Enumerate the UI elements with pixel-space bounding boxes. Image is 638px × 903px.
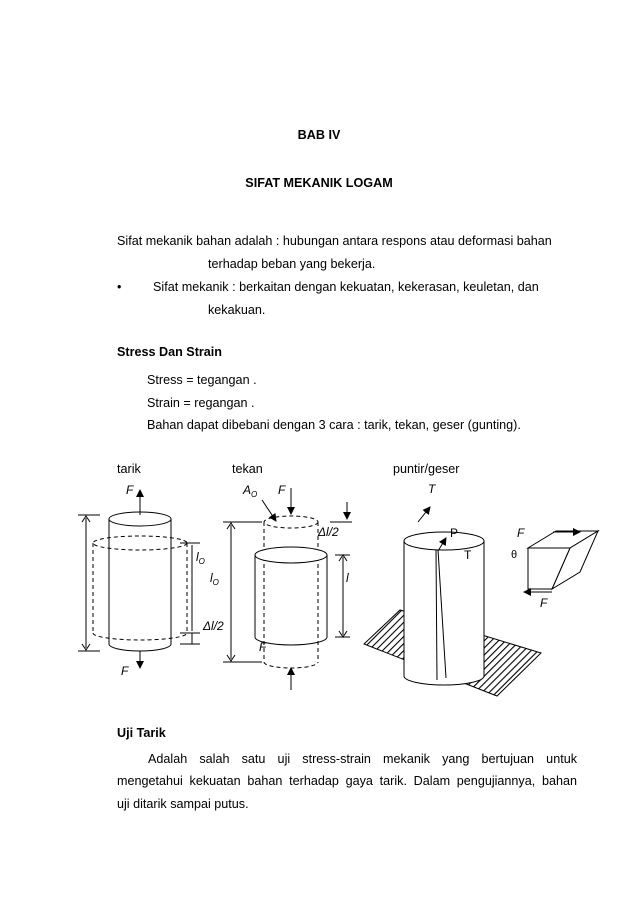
compression-force-bottom-label: F: [259, 640, 267, 654]
caption-compression: tekan: [232, 462, 263, 476]
compression-force-top-label: F: [278, 483, 286, 497]
compression-l0-label: $l_O$: [210, 571, 219, 587]
loading-methods-line: Bahan dapat dibebani dengan 3 cara : tarik, tekan, geser (gunting).: [147, 418, 521, 432]
section-heading-tensile-test: Uji Tarik: [117, 726, 166, 740]
tension-l0-label: $l_O$: [196, 550, 205, 566]
chapter-title: BAB IV: [297, 128, 341, 142]
bullet-line-1: Sifat mekanik : berkaitan dengan kekuatan, kekerasan, keuletan, dan: [153, 280, 539, 294]
bullet-icon: •: [117, 280, 122, 294]
strain-line: Strain = regangan .: [147, 396, 255, 410]
shear-block: [524, 531, 598, 592]
intro-line-1: Sifat mekanik bahan adalah : hubungan antara respons atau deformasi bahan: [117, 234, 552, 248]
compression-area-label: $A_O$: [243, 483, 258, 499]
tension-specimen: [78, 490, 200, 668]
shear-force-top-label: F: [517, 526, 525, 540]
caption-torsion: puntir/geser: [393, 462, 460, 476]
shear-force-bottom-label: F: [540, 596, 548, 610]
torsion-torque-top-label: T: [428, 482, 436, 496]
tension-force-bottom-label: F: [121, 664, 129, 678]
bullet-line-2: kekakuan.: [208, 303, 266, 317]
tensile-paragraph-line-2: mengetahui kekuatan bahan terhadap gaya tarik. Dalam pengujiannya, bahan: [117, 774, 577, 788]
loading-modes-figure: [0, 470, 638, 700]
tension-delta-label: Δl/2: [203, 619, 224, 633]
shear-angle-label: θ: [511, 549, 518, 561]
tensile-paragraph-line-3: uji ditarik sampai putus.: [117, 797, 249, 811]
compression-delta-label: Δl/2: [318, 525, 339, 539]
caption-tension: tarik: [117, 462, 141, 476]
compression-l-label: l: [346, 571, 349, 585]
page-title: SIFAT MEKANIK LOGAM: [245, 176, 393, 190]
torsion-p-label: P: [450, 526, 459, 540]
tensile-paragraph-line-1: Adalah salah satu uji stress-strain mekanik yang bertujuan untuk: [148, 752, 577, 766]
torsion-t-label: T: [464, 548, 472, 562]
compression-specimen: [223, 488, 352, 690]
intro-line-2: terhadap beban yang bekerja.: [208, 257, 376, 271]
tension-force-top-label: F: [126, 483, 134, 497]
section-heading-stress-strain: Stress Dan Strain: [117, 345, 222, 359]
stress-line: Stress = tegangan .: [147, 373, 257, 387]
